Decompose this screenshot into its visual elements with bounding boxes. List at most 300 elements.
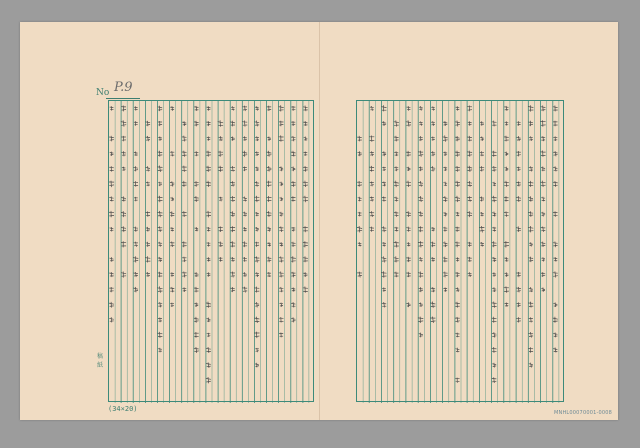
handwritten-character — [303, 166, 308, 172]
handwritten-character — [382, 287, 386, 291]
handwritten-character — [516, 226, 521, 232]
handwritten-character — [303, 226, 308, 232]
handwritten-character — [121, 106, 126, 112]
handwritten-character — [370, 151, 374, 156]
handwritten-character — [304, 152, 308, 156]
handwritten-character — [157, 211, 162, 217]
handwritten-character — [194, 317, 199, 323]
handwritten-character — [406, 272, 411, 277]
handwritten-character — [207, 137, 211, 141]
handwritten-character — [516, 151, 521, 156]
handwritten-character — [357, 181, 362, 187]
handwritten-character — [146, 242, 150, 247]
left-grid-lines — [109, 101, 315, 403]
handwritten-character — [218, 151, 223, 157]
handwritten-character — [553, 302, 557, 307]
handwritten-character — [157, 286, 162, 292]
handwritten-character — [255, 181, 259, 186]
handwritten-character — [231, 257, 235, 262]
handwritten-character — [468, 121, 472, 126]
handwritten-character — [382, 182, 386, 187]
handwritten-character — [418, 151, 423, 157]
handwritten-character — [134, 242, 138, 247]
handwritten-character — [358, 151, 362, 156]
handwritten-character — [553, 242, 558, 248]
handwritten-character — [158, 348, 162, 353]
handwritten-character — [467, 181, 472, 187]
handwritten-character — [231, 287, 235, 292]
handwritten-character — [529, 121, 534, 126]
handwritten-character — [492, 212, 496, 217]
handwritten-character — [394, 197, 398, 202]
handwritten-character — [230, 241, 235, 247]
handwritten-character — [219, 257, 223, 262]
handwritten-character — [553, 151, 557, 156]
handwritten-character — [516, 287, 521, 292]
handwritten-character — [242, 287, 247, 293]
handwritten-character — [182, 121, 186, 126]
handwritten-character — [443, 212, 447, 217]
handwritten-character — [145, 256, 150, 262]
handwritten-character — [553, 333, 557, 338]
handwritten-character — [134, 152, 138, 156]
handwritten-character — [443, 167, 447, 171]
handwritten-character — [182, 241, 187, 247]
handwritten-character — [255, 242, 259, 247]
handwritten-character — [158, 182, 162, 186]
handwritten-character — [553, 257, 557, 262]
handwritten-character — [370, 182, 374, 187]
handwritten-character — [382, 167, 386, 171]
handwritten-character — [195, 227, 199, 231]
handwritten-character — [529, 257, 534, 262]
handwritten-character — [382, 302, 387, 307]
handwritten-character — [109, 272, 113, 277]
handwritten-character — [121, 241, 126, 247]
handwritten-character — [406, 181, 411, 187]
handwritten-character — [529, 196, 534, 201]
handwritten-character — [455, 196, 460, 202]
handwritten-character — [279, 317, 284, 323]
handwritten-character — [517, 302, 521, 307]
handwritten-character — [267, 137, 271, 141]
handwritten-character — [219, 136, 223, 141]
handwritten-character — [291, 106, 295, 111]
handwritten-character — [431, 287, 435, 292]
handwritten-character — [394, 151, 398, 156]
handwritten-character — [291, 272, 296, 278]
handwritten-character — [492, 272, 496, 277]
handwritten-character — [267, 257, 272, 263]
handwritten-character — [358, 242, 362, 246]
handwritten-character — [157, 332, 162, 338]
handwritten-character — [394, 227, 398, 232]
handwritten-character — [134, 197, 138, 201]
handwritten-character — [553, 348, 557, 353]
handwritten-character — [255, 136, 259, 141]
handwritten-character — [267, 151, 272, 157]
handwritten-character — [418, 181, 423, 187]
handwritten-character — [157, 196, 162, 202]
handwritten-character — [553, 136, 557, 141]
handwritten-character — [110, 106, 114, 110]
handwritten-character — [455, 121, 460, 127]
handwritten-character — [195, 303, 199, 307]
handwritten-character — [243, 136, 247, 141]
handwritten-character — [134, 121, 138, 126]
handwritten-character — [528, 181, 533, 187]
handwritten-character — [207, 333, 211, 337]
handwritten-character — [121, 120, 126, 126]
handwritten-character — [194, 106, 198, 111]
handwritten-character — [492, 363, 496, 368]
handwritten-character — [109, 287, 113, 292]
handwritten-character — [254, 287, 259, 293]
handwritten-character — [553, 121, 558, 127]
handwritten-character — [443, 196, 448, 202]
handwritten-character — [255, 106, 259, 110]
handwritten-character — [504, 257, 508, 262]
handwritten-character — [230, 211, 235, 217]
handwritten-character — [406, 120, 411, 126]
handwritten-character — [206, 362, 211, 368]
handwritten-character — [407, 302, 411, 307]
handwritten-character — [194, 287, 199, 293]
handwritten-character — [455, 302, 460, 308]
handwritten-character — [492, 151, 497, 157]
left-writing-grid — [108, 100, 314, 402]
handwritten-character — [267, 106, 272, 111]
handwritten-character — [456, 257, 460, 261]
handwritten-character — [267, 242, 271, 246]
handwritten-character — [291, 167, 295, 172]
handwritten-character — [254, 196, 259, 202]
handwritten-character — [431, 151, 435, 156]
handwritten-character — [517, 121, 521, 126]
handwritten-character — [456, 333, 460, 338]
handwritten-character — [243, 227, 247, 231]
handwritten-character — [231, 137, 235, 141]
page-number-underline — [106, 98, 140, 99]
handwritten-character — [504, 106, 508, 111]
handwritten-character — [407, 106, 411, 111]
handwritten-character — [492, 287, 496, 292]
handwritten-character — [291, 227, 295, 232]
handwritten-character — [419, 303, 423, 308]
handwritten-character — [419, 167, 423, 172]
handwritten-character — [456, 348, 460, 353]
handwritten-character — [243, 167, 247, 172]
handwritten-character — [504, 241, 509, 247]
handwritten-character — [540, 181, 545, 187]
handwritten-character — [291, 121, 295, 126]
handwritten-character — [529, 242, 533, 246]
handwritten-character — [455, 136, 459, 141]
handwritten-character — [206, 211, 211, 217]
handwritten-character — [516, 196, 521, 202]
handwritten-character — [369, 211, 374, 217]
handwritten-character — [541, 257, 545, 261]
handwritten-character — [480, 166, 485, 171]
handwritten-character — [382, 197, 386, 202]
handwritten-character — [134, 106, 138, 110]
handwritten-character — [419, 106, 423, 110]
handwritten-character — [492, 332, 497, 337]
handwritten-character — [505, 152, 509, 156]
handwritten-character — [121, 196, 125, 201]
handwritten-character — [443, 272, 448, 278]
handwritten-character — [254, 332, 259, 338]
handwritten-character — [218, 226, 223, 232]
handwritten-character — [280, 197, 284, 201]
handwritten-character — [291, 317, 295, 322]
handwritten-character — [109, 136, 114, 142]
handwritten-character — [303, 196, 308, 202]
handwritten-character — [230, 121, 235, 127]
handwritten-character — [394, 211, 399, 216]
handwritten-character — [242, 121, 247, 127]
handwritten-character — [492, 377, 497, 383]
handwritten-character — [182, 211, 187, 217]
handwritten-character — [418, 196, 423, 202]
handwritten-character — [292, 287, 296, 291]
handwritten-character — [303, 241, 308, 247]
handwritten-character — [206, 181, 211, 187]
handwritten-character — [267, 196, 272, 202]
handwritten-character — [492, 166, 497, 172]
handwritten-character — [182, 257, 187, 262]
handwritten-character — [358, 212, 362, 217]
handwritten-character — [456, 212, 460, 216]
handwritten-character — [431, 106, 435, 110]
handwritten-character — [194, 347, 199, 353]
handwritten-character — [255, 227, 259, 231]
handwritten-character — [529, 317, 533, 322]
handwritten-character — [254, 317, 259, 323]
handwritten-character — [418, 226, 423, 232]
handwritten-character — [218, 166, 223, 172]
handwritten-character — [121, 136, 126, 141]
handwritten-character — [480, 242, 484, 247]
handwritten-character — [243, 212, 247, 217]
handwritten-character — [443, 152, 447, 156]
handwritten-character — [122, 167, 126, 171]
handwritten-character — [369, 166, 374, 172]
handwritten-character — [382, 226, 387, 232]
handwritten-character — [194, 272, 198, 277]
handwritten-character — [382, 151, 386, 156]
handwritten-character — [455, 317, 460, 323]
handwritten-character — [431, 227, 435, 231]
handwritten-character — [109, 302, 114, 308]
handwritten-character — [419, 287, 423, 292]
handwritten-character — [467, 151, 472, 157]
handwritten-character — [109, 181, 114, 187]
handwritten-character — [541, 106, 546, 112]
handwritten-character — [455, 227, 459, 232]
handwritten-character — [279, 226, 284, 232]
handwritten-character — [303, 181, 308, 187]
handwritten-character — [540, 151, 545, 157]
handwritten-character — [170, 197, 174, 201]
handwritten-character — [529, 166, 533, 171]
handwritten-character — [230, 226, 235, 232]
handwritten-character — [182, 181, 187, 187]
handwritten-character — [455, 272, 459, 277]
handwritten-character — [243, 106, 248, 111]
handwritten-character — [480, 137, 484, 141]
handwritten-character — [122, 151, 126, 156]
handwritten-character — [505, 121, 509, 125]
handwritten-character — [207, 272, 211, 276]
handwritten-character — [381, 105, 386, 111]
handwritten-character — [492, 182, 496, 186]
handwritten-character — [480, 197, 484, 202]
handwritten-character — [182, 136, 187, 142]
handwritten-character — [266, 181, 271, 187]
handwritten-character — [255, 302, 259, 307]
handwritten-character — [541, 197, 545, 202]
handwritten-character — [243, 257, 247, 262]
handwritten-character — [194, 181, 199, 187]
handwritten-character — [267, 272, 271, 277]
handwritten-character — [393, 181, 398, 187]
handwritten-character — [504, 196, 509, 201]
handwritten-character — [382, 121, 386, 126]
handwritten-character — [206, 121, 210, 126]
handwritten-character — [279, 212, 283, 217]
handwritten-character — [170, 181, 174, 186]
handwritten-character — [431, 242, 436, 248]
handwritten-character — [492, 317, 497, 323]
handwritten-character — [242, 241, 247, 247]
handwritten-character — [291, 136, 296, 141]
handwritten-character — [394, 256, 399, 262]
handwritten-character — [517, 181, 521, 186]
handwritten-character — [455, 181, 460, 187]
handwritten-character — [206, 347, 211, 353]
handwritten-character — [528, 105, 533, 111]
handwritten-character — [382, 242, 386, 247]
handwritten-character — [206, 166, 211, 172]
handwritten-character — [170, 227, 174, 231]
handwritten-character — [134, 272, 138, 277]
handwritten-character — [418, 272, 423, 278]
handwritten-character — [255, 272, 259, 277]
handwritten-character — [431, 137, 435, 141]
handwritten-character — [230, 166, 235, 172]
handwritten-character — [418, 241, 423, 247]
handwritten-character — [467, 166, 472, 172]
handwritten-character — [455, 378, 459, 383]
handwritten-character — [406, 257, 411, 262]
archive-watermark: MNHL00070001-0008 — [554, 410, 612, 416]
handwritten-character — [146, 272, 150, 277]
handwritten-character — [146, 182, 150, 187]
handwritten-character — [541, 167, 545, 172]
handwritten-character — [443, 287, 447, 291]
handwritten-character — [206, 151, 211, 157]
handwritten-character — [243, 272, 247, 277]
handwritten-character — [492, 121, 497, 127]
handwritten-character — [279, 121, 284, 127]
page-number-label: No — [96, 88, 110, 98]
handwritten-character — [267, 166, 272, 172]
handwritten-character — [279, 182, 283, 186]
handwritten-character — [430, 317, 435, 323]
handwritten-character — [194, 151, 198, 156]
handwritten-character — [369, 136, 374, 142]
handwritten-character — [553, 181, 558, 187]
handwritten-character — [146, 227, 150, 232]
handwritten-character — [255, 212, 259, 216]
handwritten-character — [541, 136, 545, 141]
handwritten-character — [406, 151, 411, 157]
handwritten-character — [194, 121, 199, 127]
handwritten-character — [504, 211, 509, 216]
handwritten-character — [291, 256, 296, 262]
handwritten-character — [528, 226, 533, 232]
handwritten-character — [517, 136, 521, 141]
handwritten-character — [207, 242, 211, 247]
handwritten-character — [443, 182, 447, 186]
handwritten-character — [158, 257, 162, 262]
handwritten-character — [541, 212, 545, 217]
handwritten-character — [468, 242, 472, 247]
handwritten-character — [278, 105, 283, 111]
handwritten-character — [303, 121, 307, 126]
handwritten-character — [243, 197, 247, 202]
handwritten-character — [370, 197, 374, 202]
handwritten-character — [158, 272, 163, 278]
handwritten-character — [443, 227, 447, 232]
handwritten-character — [146, 121, 151, 126]
handwritten-character — [230, 196, 235, 202]
handwritten-character — [158, 121, 162, 126]
handwritten-character — [291, 242, 296, 247]
handwritten-character — [467, 106, 472, 112]
handwritten-character — [267, 211, 272, 217]
handwritten-character — [280, 303, 284, 307]
handwritten-character — [419, 121, 423, 125]
handwritten-character — [194, 196, 199, 202]
handwritten-character — [370, 227, 374, 232]
handwritten-character — [110, 152, 114, 156]
handwritten-character — [231, 106, 235, 110]
handwritten-character — [504, 181, 509, 187]
handwritten-character — [109, 166, 114, 172]
handwritten-character — [182, 272, 187, 278]
handwritten-character — [443, 257, 448, 263]
right-grid-lines — [357, 101, 565, 403]
handwritten-character — [255, 363, 259, 368]
handwritten-character — [541, 287, 545, 291]
handwritten-character — [170, 287, 175, 292]
handwritten-character — [206, 302, 211, 308]
handwritten-character — [157, 151, 162, 157]
handwritten-character — [480, 212, 484, 216]
handwritten-character — [529, 136, 533, 141]
handwritten-character — [219, 197, 223, 202]
handwritten-character — [419, 333, 423, 338]
handwritten-character — [492, 347, 497, 353]
handwritten-character — [358, 197, 362, 202]
handwritten-character — [479, 226, 484, 232]
handwritten-character — [443, 121, 447, 126]
handwritten-character — [492, 227, 496, 232]
handwritten-character — [430, 302, 435, 308]
handwritten-character — [109, 211, 114, 217]
